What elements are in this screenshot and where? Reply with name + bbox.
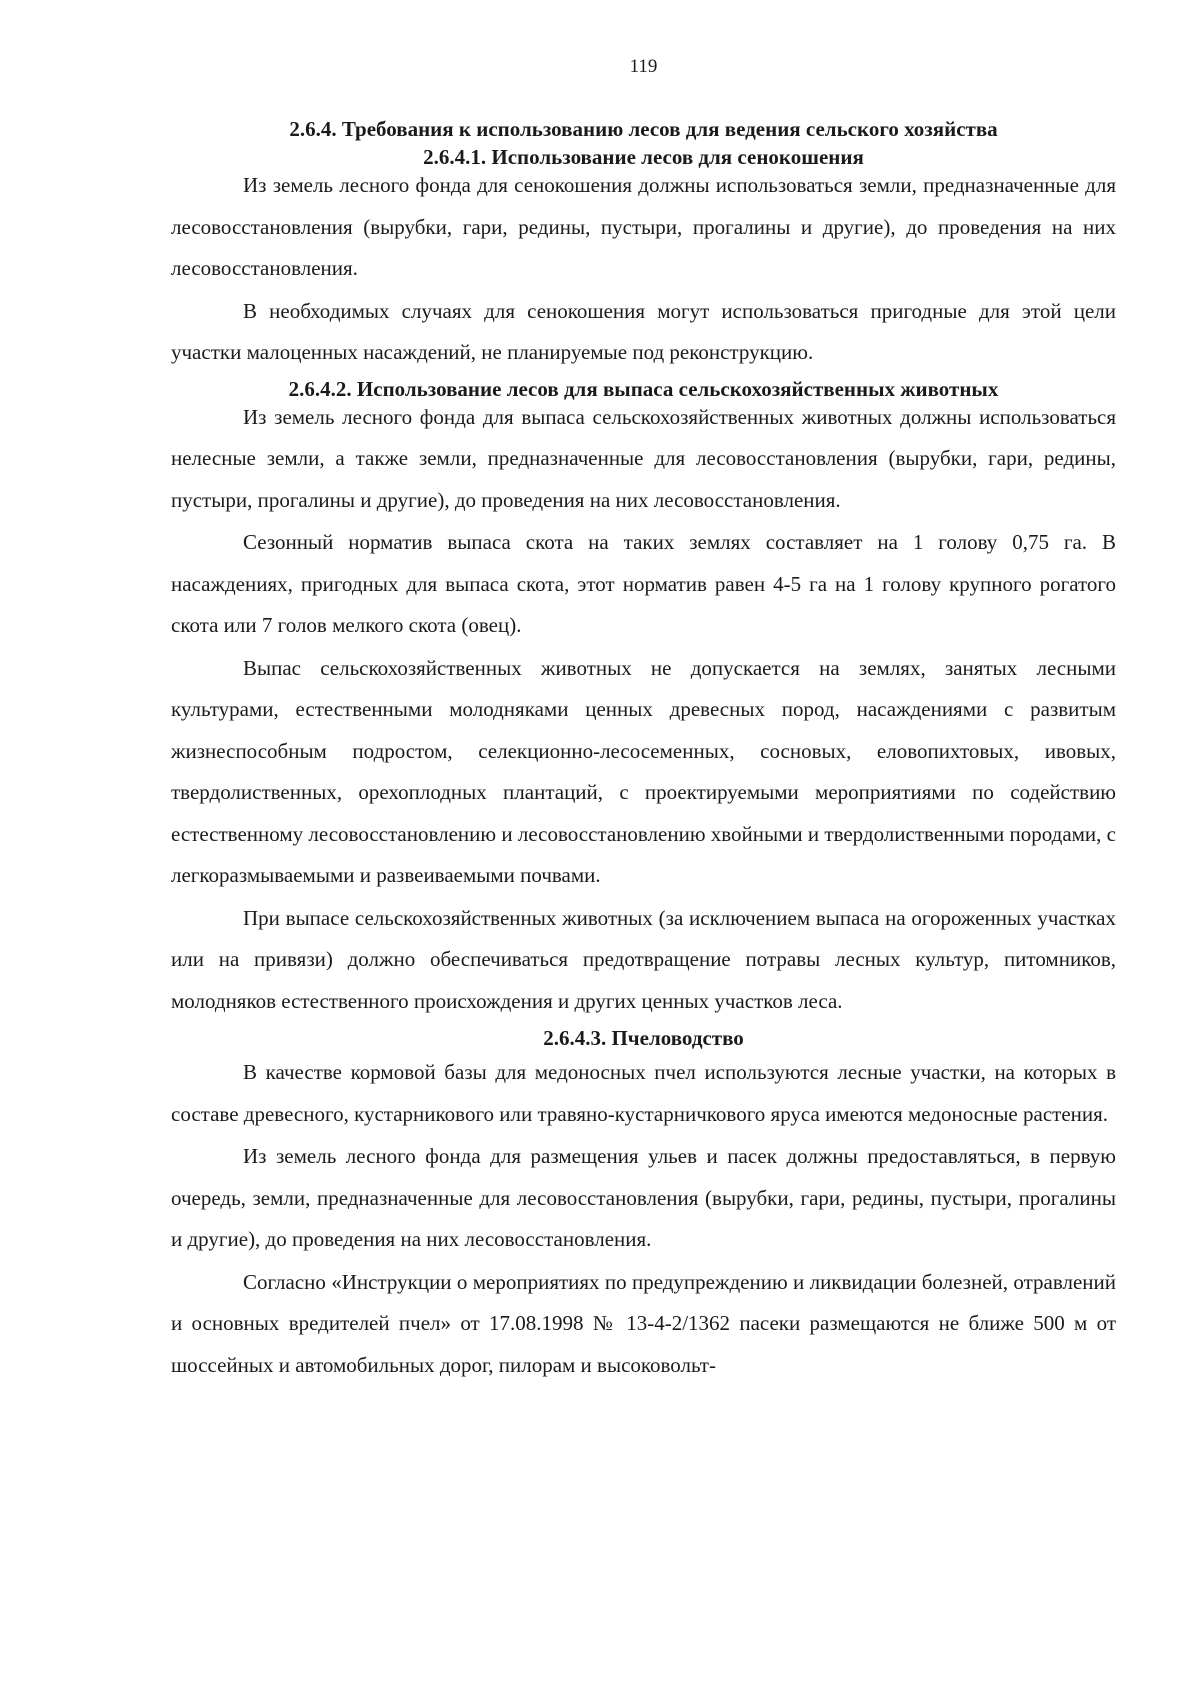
paragraph: Сезонный норматив выпаса скота на таких землях составляет на 1 голову 0,75 га. В насаждениях, пригодных для выпаса скота, этот норматив равен 4-5 га на 1 голову крупного рогатого скота или 7 голов мелкого скота (овец). [171,530,1116,637]
paragraph: При выпасе сельскохозяйственных животных (за исключением выпаса на огороженных участках или на привязи) должно обеспечиваться предотвращение потравы лесных культур, питомников, молодняков естественного происхождения и других ценных участков леса. [171,905,1116,1013]
paragraph: Из земель лесного фонда для выпаса сельскохозяйственных животных должны использоваться нелесные земли, а также земли, предназначенные для лесовосстановления (вырубки, гари, редины, пустыри, прогалины и другие), до проведения на них лесовосстановления. [171,404,1116,512]
section-heading-2-6-4-2: 2.6.4.2. Использование лесов для выпаса сельскохозяйственных животных [288,376,999,401]
paragraph: В необходимых случаях для сенокошения могут использоваться пригодные для этой цели участки малоценных насаждений, не планируемые под реконструкцию. [171,298,1116,364]
paragraph: Выпас сельскохозяйственных животных не допускается на землях, занятых лесными культурами, естественными молодняками ценных древесных пород, насаждениями с развитым жизнеспособным подростом, селекционно-лесосеменных, сосновых, еловопихтовых, ивовых, твердолиственных, орехоплодных плантаций, с проектируемыми мероприятиями по содействию естественному лесовосстановлению и лесовосстановлению хвойными и твердолиственными породами, с легкоразмываемыми и развеиваемыми почвами. [171,655,1116,887]
section-heading-2-6-4-3: 2.6.4.3. Пчеловодство [543,1026,744,1050]
section-heading-2-6-4-1: 2.6.4.1. Использование лесов для сенокошения [423,145,864,169]
paragraph: Из земель лесного фонда для сенокошения должны использоваться земли, предназначенные для лесовосстановления (вырубки, гари, редины, пустыри, прогалины и другие), до проведения на них лесовосстановления. [171,173,1116,280]
paragraph: Согласно «Инструкции о мероприятиях по предупреждению и ликвидации болезней, отравлений и основных вредителей пчел» от 17.08.1998 № 13-4-2/1362 пасеки размещаются не ближе 500 м от шоссейных и автомобильных дорог, пилорам и высоковольт- [171,1269,1116,1377]
section-heading-2-6-4: 2.6.4. Требования к использованию лесов для ведения сельского хозяйства [289,117,998,141]
paragraph: В качестве кормовой базы для медоносных пчел используются лесные участки, на которых в составе древесного, кустарникового или травяно-кустарничкового яруса имеются медоносные растения. [171,1060,1116,1126]
paragraph: Из земель лесного фонда для размещения ульев и пасек должны предоставляться, в первую очередь, земли, предназначенные для лесовосстановления (вырубки, гари, редины, пустыри, прогалины и другие), до проведения на них лесовосстановления. [171,1144,1116,1251]
page-number: 119 [629,56,658,77]
document-body [171,115,1116,1387]
